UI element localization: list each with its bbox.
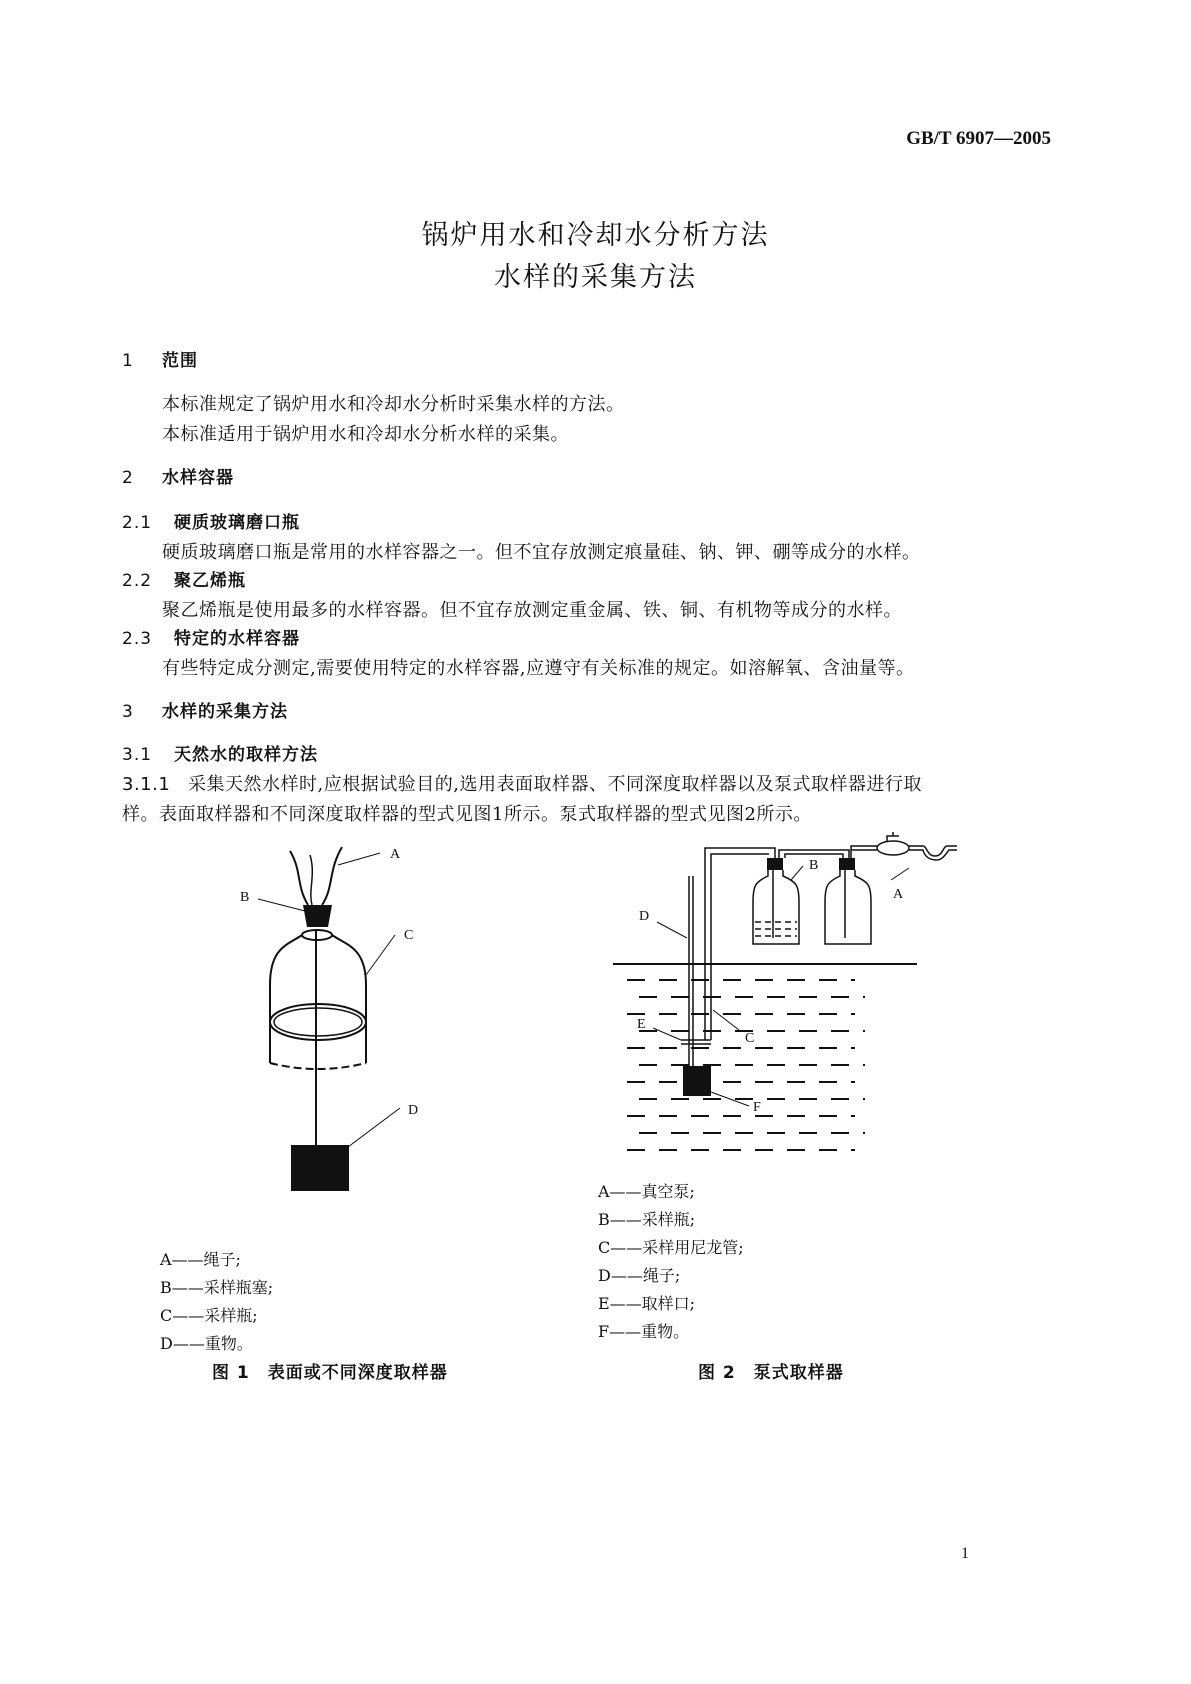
- section-number: 3.1.1: [122, 774, 171, 795]
- label-c: C: [745, 1031, 755, 1046]
- section-2-2-heading: [122, 566, 246, 591]
- section-1-paragraph-1: 本标准规定了锅炉用水和冷却水分析时采集水样的方法。: [162, 394, 625, 415]
- section-title: 特定的水样容器: [174, 629, 300, 649]
- section-3-heading: [122, 697, 288, 722]
- section-title: 硬质玻璃磨口瓶: [174, 513, 300, 533]
- legend-item: D——绳子;: [598, 1266, 681, 1285]
- legend-item: C——采样瓶;: [160, 1306, 258, 1325]
- figure-2-drawing: [605, 830, 985, 1180]
- legend-item: E——取样口;: [598, 1294, 696, 1313]
- section-title: 范围: [162, 351, 198, 371]
- section-number: 2.2: [122, 571, 153, 591]
- legend-item: B——采样瓶塞;: [160, 1278, 274, 1297]
- paragraph-text: 采集天然水样时,应根据试验目的,选用表面取样器、不同深度取样器以及泵式取样器进行取: [188, 774, 922, 795]
- rope: [322, 847, 342, 905]
- weight-ring-inner: [274, 1008, 362, 1036]
- legend-item: A——真空泵;: [598, 1182, 695, 1201]
- section-title: 聚乙烯瓶: [174, 571, 246, 591]
- bottle-water: [755, 922, 797, 936]
- section-number: 2: [122, 468, 134, 488]
- nylon-tube: [711, 854, 769, 1040]
- bottle-stopper: [303, 905, 332, 927]
- section-3-1-1-line-1: [122, 770, 922, 796]
- section-title: 水样容器: [162, 468, 234, 488]
- section-number: 3.1: [122, 745, 153, 765]
- vacuum-pump: [877, 841, 909, 855]
- sampling-port: [681, 1040, 711, 1044]
- sample-bottle: [753, 870, 799, 944]
- figure-2-caption: 图 2 泵式取样器: [698, 1363, 844, 1383]
- section-2-heading: [122, 463, 234, 488]
- section-3-1-1-line-2: 样。表面取样器和不同深度取样器的型式见图1所示。泵式取样器的型式见图2所示。: [122, 804, 812, 825]
- legend-item: C——采样用尼龙管;: [598, 1238, 744, 1257]
- label-a: A: [390, 847, 401, 862]
- section-2-2-text: 聚乙烯瓶是使用最多的水样容器。但不宜存放测定重金属、铁、铜、有机物等成分的水样。: [162, 600, 902, 621]
- label-d: D: [639, 909, 650, 924]
- bottle-stopper: [839, 858, 855, 870]
- section-number: 3: [122, 702, 134, 722]
- legend-item: A——绳子;: [160, 1250, 241, 1269]
- rope: [310, 855, 312, 905]
- standard-number: GB/T 6907—2005: [906, 128, 1051, 149]
- section-number: 2.1: [122, 513, 153, 533]
- bottle-stopper: [767, 858, 783, 870]
- legend-item: B——采样瓶;: [598, 1210, 696, 1229]
- document-title-line2: 水样的采集方法: [494, 262, 697, 293]
- section-number: 1: [122, 351, 134, 371]
- section-title: 水样的采集方法: [162, 702, 288, 722]
- weight: [291, 1145, 349, 1191]
- label-e: E: [637, 1017, 646, 1032]
- sample-bottle: [825, 870, 871, 944]
- section-3-1-heading: [122, 740, 318, 765]
- weight: [683, 1066, 711, 1096]
- label-d: D: [408, 1103, 419, 1118]
- figure-1-caption: 图 1 表面或不同深度取样器: [212, 1363, 448, 1383]
- legend-item: F——重物。: [598, 1322, 690, 1341]
- section-2-1-text: 硬质玻璃磨口瓶是常用的水样容器之一。但不宜存放测定痕量硅、钠、钾、硼等成分的水样。: [162, 542, 921, 563]
- document-title-line1: 锅炉用水和冷却水分析方法: [421, 220, 770, 251]
- section-1-paragraph-2: 本标准适用于锅炉用水和冷却水分析水样的采集。: [162, 424, 569, 445]
- label-f: F: [753, 1100, 761, 1115]
- water: [627, 980, 865, 1150]
- label-b: B: [240, 890, 250, 905]
- rope: [290, 851, 308, 905]
- figure-1-drawing: [230, 835, 450, 1195]
- section-2-3-text: 有些特定成分测定,需要使用特定的水样容器,应遵守有关标准的规定。如溶解氧、含油量等。: [162, 658, 915, 679]
- bottle-body: [270, 935, 366, 1063]
- section-1-heading: [122, 346, 198, 371]
- bottle-bottom: [270, 1063, 366, 1069]
- weight-ring: [270, 1004, 366, 1040]
- figure-2-legend: [598, 1178, 744, 1346]
- section-number: 2.3: [122, 629, 153, 649]
- vacuum-pump-tube: [909, 846, 957, 860]
- label-a: A: [893, 887, 904, 902]
- label-c: C: [404, 928, 414, 943]
- figure-1-legend: [160, 1246, 273, 1358]
- page-number: 1: [961, 1545, 969, 1562]
- label-b: B: [809, 858, 819, 873]
- legend-item: D——重物。: [160, 1334, 253, 1353]
- section-title: 天然水的取样方法: [174, 745, 318, 765]
- section-2-1-heading: [122, 508, 300, 533]
- section-2-3-heading: [122, 624, 300, 649]
